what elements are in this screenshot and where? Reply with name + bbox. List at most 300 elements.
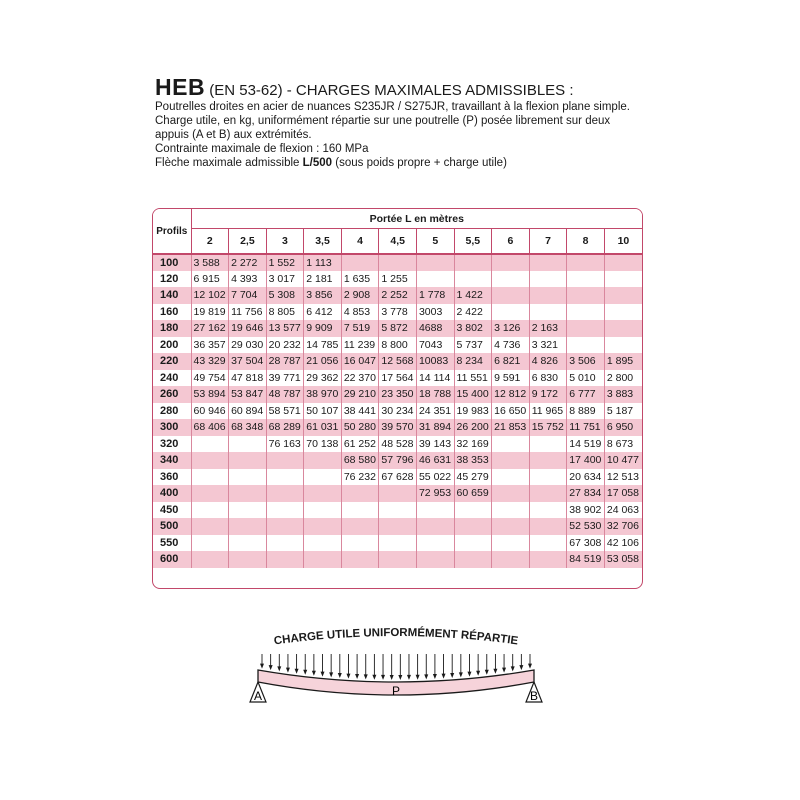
load-value-cell: 68 289 (266, 419, 304, 436)
load-value-cell (266, 469, 304, 486)
load-arrow-head (502, 668, 506, 673)
load-value-cell (229, 436, 267, 453)
load-value-cell: 7043 (416, 337, 454, 354)
load-value-cell (567, 271, 605, 288)
load-value-cell: 42 106 (604, 535, 642, 552)
load-value-cell (529, 271, 567, 288)
load-value-cell (492, 436, 530, 453)
load-value-cell: 20 634 (567, 469, 605, 486)
load-arrow-head (303, 670, 307, 675)
load-value-cell: 12 513 (604, 469, 642, 486)
load-value-cell: 24 351 (416, 403, 454, 420)
load-value-cell (529, 436, 567, 453)
load-value-cell: 3 778 (379, 304, 417, 321)
profile-cell: 120 (153, 271, 191, 288)
load-value-cell: 8 805 (266, 304, 304, 321)
span-header: 3 (266, 229, 304, 255)
table-row (153, 337, 642, 354)
profile-cell: 450 (153, 502, 191, 519)
load-value-cell: 10 477 (604, 452, 642, 469)
load-value-cell: 2 800 (604, 370, 642, 387)
load-value-cell: 4 393 (229, 271, 267, 288)
load-value-cell (191, 551, 229, 568)
load-value-cell: 1 635 (341, 271, 379, 288)
load-value-cell: 7 519 (341, 320, 379, 337)
span-header: 10 (604, 229, 642, 255)
load-arrow-head (295, 669, 299, 674)
load-value-cell (191, 469, 229, 486)
load-value-cell: 68 580 (341, 452, 379, 469)
load-value-cell (191, 518, 229, 535)
table-row (153, 370, 642, 387)
table-row (153, 287, 642, 304)
load-value-cell (567, 320, 605, 337)
load-value-cell: 2 272 (229, 254, 267, 271)
load-value-cell: 27 834 (567, 485, 605, 502)
load-value-cell (492, 518, 530, 535)
load-value-cell: 61 031 (304, 419, 342, 436)
load-value-cell (529, 485, 567, 502)
load-value-cell (191, 436, 229, 453)
load-value-cell: 50 280 (341, 419, 379, 436)
load-value-cell (341, 502, 379, 519)
load-arrow-head (286, 668, 290, 673)
load-arrow-head (364, 674, 368, 679)
load-value-cell (529, 304, 567, 321)
profile-cell: 550 (153, 535, 191, 552)
load-value-cell (492, 287, 530, 304)
table-row (153, 518, 642, 535)
load-value-cell: 4688 (416, 320, 454, 337)
load-value-cell: 14 114 (416, 370, 454, 387)
load-value-cell (266, 551, 304, 568)
table-row (153, 469, 642, 486)
load-value-cell (191, 535, 229, 552)
load-value-cell: 11 965 (529, 403, 567, 420)
load-value-cell: 38 970 (304, 386, 342, 403)
load-value-cell: 9 909 (304, 320, 342, 337)
load-value-cell (229, 452, 267, 469)
load-value-cell: 2 163 (529, 320, 567, 337)
span-header: 8 (567, 229, 605, 255)
table-row (153, 485, 642, 502)
load-value-cell (266, 502, 304, 519)
load-value-cell (454, 551, 492, 568)
load-value-cell: 38 441 (341, 403, 379, 420)
span-header: 6 (492, 229, 530, 255)
load-value-cell: 3 856 (304, 287, 342, 304)
load-arrow-head (260, 664, 264, 669)
profile-cell: 240 (153, 370, 191, 387)
load-value-cell (229, 551, 267, 568)
load-arrow-head (528, 664, 532, 669)
load-value-cell: 22 370 (341, 370, 379, 387)
load-value-cell: 61 252 (341, 436, 379, 453)
load-arrow-head (312, 671, 316, 676)
load-value-cell (492, 535, 530, 552)
load-value-cell (604, 337, 642, 354)
load-value-cell: 49 754 (191, 370, 229, 387)
profile-cell: 280 (153, 403, 191, 420)
load-value-cell: 50 107 (304, 403, 342, 420)
load-value-cell: 60 946 (191, 403, 229, 420)
load-value-cell: 57 796 (379, 452, 417, 469)
description-line-2: Charge utile, en kg, uniformément répartie sur une poutrelle (P) posée librement sur deux (155, 115, 611, 127)
load-value-cell: 1 255 (379, 271, 417, 288)
load-value-cell: 67 628 (379, 469, 417, 486)
load-value-cell (492, 551, 530, 568)
load-value-cell: 48 787 (266, 386, 304, 403)
support-b-label: B (529, 689, 539, 703)
load-arrow-head (459, 672, 463, 677)
profile-cell: 260 (153, 386, 191, 403)
load-value-cell (416, 535, 454, 552)
load-value-cell: 5 010 (567, 370, 605, 387)
table-row (153, 551, 642, 568)
load-value-cell (229, 535, 267, 552)
load-value-cell: 1 778 (416, 287, 454, 304)
load-value-cell: 12 102 (191, 287, 229, 304)
document-header (155, 74, 675, 170)
load-value-cell (229, 469, 267, 486)
load-value-cell (454, 535, 492, 552)
load-value-cell: 53 894 (191, 386, 229, 403)
profile-cell: 400 (153, 485, 191, 502)
load-value-cell: 23 350 (379, 386, 417, 403)
load-arrow-head (398, 675, 402, 680)
load-value-cell (416, 271, 454, 288)
load-value-cell: 5 308 (266, 287, 304, 304)
load-value-cell: 3 506 (567, 353, 605, 370)
load-value-cell: 15 752 (529, 419, 567, 436)
page-title (155, 74, 675, 100)
load-value-cell (492, 254, 530, 271)
profile-cell: 200 (153, 337, 191, 354)
load-value-cell (304, 485, 342, 502)
load-value-cell (379, 551, 417, 568)
load-value-cell: 2 181 (304, 271, 342, 288)
load-value-cell: 6 412 (304, 304, 342, 321)
span-header-row (153, 229, 642, 255)
load-value-cell (229, 485, 267, 502)
load-label (273, 626, 519, 647)
load-value-cell: 38 902 (567, 502, 605, 519)
load-value-cell: 67 308 (567, 535, 605, 552)
profile-cell: 100 (153, 254, 191, 271)
load-value-cell: 43 329 (191, 353, 229, 370)
load-value-cell: 72 953 (416, 485, 454, 502)
load-value-cell (416, 551, 454, 568)
load-value-cell (454, 271, 492, 288)
load-value-cell: 9 591 (492, 370, 530, 387)
load-value-cell (492, 304, 530, 321)
load-value-cell: 11 756 (229, 304, 267, 321)
profile-cell: 220 (153, 353, 191, 370)
table-header-row (153, 209, 642, 229)
load-value-cell: 60 659 (454, 485, 492, 502)
load-arrow-head (329, 672, 333, 677)
load-value-cell (604, 304, 642, 321)
load-arrow-head (338, 673, 342, 678)
load-value-cell: 30 234 (379, 403, 417, 420)
load-value-cell: 16 047 (341, 353, 379, 370)
load-value-cell (492, 452, 530, 469)
table-row (153, 419, 642, 436)
load-value-cell: 3 126 (492, 320, 530, 337)
load-value-cell (529, 452, 567, 469)
load-value-cell: 20 232 (266, 337, 304, 354)
load-value-cell (567, 254, 605, 271)
load-value-cell: 17 400 (567, 452, 605, 469)
load-value-cell: 58 571 (266, 403, 304, 420)
profile-cell: 320 (153, 436, 191, 453)
load-value-cell: 84 519 (567, 551, 605, 568)
load-value-cell: 8 673 (604, 436, 642, 453)
profile-cell: 500 (153, 518, 191, 535)
load-value-cell: 11 239 (341, 337, 379, 354)
load-value-cell (266, 452, 304, 469)
load-value-cell (341, 254, 379, 271)
load-value-cell: 24 063 (604, 502, 642, 519)
load-value-cell (529, 551, 567, 568)
load-arrow-head (321, 672, 325, 677)
load-value-cell: 55 022 (416, 469, 454, 486)
load-value-cell: 31 894 (416, 419, 454, 436)
table-row (153, 386, 642, 403)
load-value-cell (304, 469, 342, 486)
load-value-cell: 6 821 (492, 353, 530, 370)
span-header: 2,5 (229, 229, 267, 255)
load-value-cell: 28 787 (266, 353, 304, 370)
load-arrow-head (493, 669, 497, 674)
load-value-cell: 2 908 (341, 287, 379, 304)
load-value-cell (266, 485, 304, 502)
load-value-cell: 39 771 (266, 370, 304, 387)
load-value-cell (341, 551, 379, 568)
load-value-cell: 14 785 (304, 337, 342, 354)
load-value-cell (304, 535, 342, 552)
beam-label: P (391, 684, 401, 698)
load-value-cell: 13 577 (266, 320, 304, 337)
profile-cell: 340 (153, 452, 191, 469)
load-value-cell: 6 777 (567, 386, 605, 403)
load-table-grid (153, 209, 642, 568)
table-row (153, 254, 642, 271)
table-row (153, 353, 642, 370)
span-header: 7 (529, 229, 567, 255)
load-value-cell (304, 452, 342, 469)
load-arrow-head (372, 675, 376, 680)
load-value-cell: 1 552 (266, 254, 304, 271)
load-value-cell: 4 826 (529, 353, 567, 370)
load-value-cell: 10083 (416, 353, 454, 370)
load-value-cell: 27 162 (191, 320, 229, 337)
load-value-cell (341, 535, 379, 552)
span-header: 4,5 (379, 229, 417, 255)
load-value-cell (529, 287, 567, 304)
table-row (153, 452, 642, 469)
load-value-cell: 1 422 (454, 287, 492, 304)
load-arrow-head (381, 675, 385, 680)
profile-cell: 300 (153, 419, 191, 436)
load-value-cell: 5 187 (604, 403, 642, 420)
load-value-cell: 16 650 (492, 403, 530, 420)
load-value-cell: 18 788 (416, 386, 454, 403)
span-header: 5,5 (454, 229, 492, 255)
description-line-1: Poutrelles droites en acier de nuances S235JR / S275JR, travaillant à la flexion plane simple. (155, 101, 630, 113)
load-value-cell: 32 706 (604, 518, 642, 535)
load-arrow-head (485, 670, 489, 675)
load-value-cell (229, 502, 267, 519)
load-value-cell (416, 518, 454, 535)
load-value-cell: 19 819 (191, 304, 229, 321)
load-value-cell (304, 551, 342, 568)
span-header: 2 (191, 229, 229, 255)
load-value-cell: 3 883 (604, 386, 642, 403)
load-value-cell: 52 530 (567, 518, 605, 535)
load-value-cell: 32 169 (454, 436, 492, 453)
load-value-cell (492, 485, 530, 502)
load-value-cell: 38 353 (454, 452, 492, 469)
load-value-cell: 9 172 (529, 386, 567, 403)
load-value-cell (191, 485, 229, 502)
load-value-cell: 12 812 (492, 386, 530, 403)
load-arrow-head (433, 674, 437, 679)
beam-diagram (236, 624, 556, 724)
span-group-header: Portée L en mètres (191, 209, 642, 229)
load-value-cell: 19 646 (229, 320, 267, 337)
load-value-cell (341, 518, 379, 535)
load-value-cell: 19 983 (454, 403, 492, 420)
load-value-cell (604, 320, 642, 337)
load-value-cell: 70 138 (304, 436, 342, 453)
load-value-cell: 46 631 (416, 452, 454, 469)
span-header: 4 (341, 229, 379, 255)
load-value-cell (604, 287, 642, 304)
load-label-text: CHARGE UTILE UNIFORMÉMENT RÉPARTIE (273, 626, 519, 648)
load-value-cell (416, 502, 454, 519)
load-value-cell: 3003 (416, 304, 454, 321)
load-value-cell (529, 254, 567, 271)
load-value-cell (529, 535, 567, 552)
load-value-cell: 76 163 (266, 436, 304, 453)
load-value-cell: 6 950 (604, 419, 642, 436)
load-value-cell: 21 056 (304, 353, 342, 370)
load-value-cell (604, 254, 642, 271)
load-arrow-head (355, 674, 359, 679)
load-value-cell (529, 518, 567, 535)
table-row (153, 502, 642, 519)
load-value-cell: 11 751 (567, 419, 605, 436)
load-arrow-head (511, 666, 515, 671)
deflection-note: (sous poids propre + charge utile) (332, 157, 507, 169)
load-value-cell: 14 519 (567, 436, 605, 453)
load-value-cell: 2 252 (379, 287, 417, 304)
description-line-5 (155, 156, 675, 170)
load-value-cell: 68 348 (229, 419, 267, 436)
load-value-cell (379, 485, 417, 502)
load-value-cell: 12 568 (379, 353, 417, 370)
load-value-cell (492, 502, 530, 519)
load-arrow-head (390, 675, 394, 680)
load-value-cell (341, 485, 379, 502)
profile-cell: 180 (153, 320, 191, 337)
load-value-cell: 17 058 (604, 485, 642, 502)
load-value-cell: 8 234 (454, 353, 492, 370)
table-row (153, 403, 642, 420)
load-arrow-head (424, 674, 428, 679)
load-value-cell (567, 287, 605, 304)
load-value-cell: 26 200 (454, 419, 492, 436)
load-value-cell: 53 058 (604, 551, 642, 568)
load-value-cell (529, 502, 567, 519)
load-value-cell: 3 321 (529, 337, 567, 354)
load-value-cell: 8 889 (567, 403, 605, 420)
load-value-cell: 45 279 (454, 469, 492, 486)
load-value-cell (379, 535, 417, 552)
load-value-cell: 8 800 (379, 337, 417, 354)
load-value-cell: 5 872 (379, 320, 417, 337)
load-value-cell: 21 853 (492, 419, 530, 436)
load-arrow-head (519, 665, 523, 670)
load-value-cell (379, 518, 417, 535)
load-value-cell: 11 551 (454, 370, 492, 387)
load-value-cell: 76 232 (341, 469, 379, 486)
load-value-cell: 39 143 (416, 436, 454, 453)
load-table (152, 208, 643, 589)
load-value-cell: 60 894 (229, 403, 267, 420)
load-value-cell (492, 271, 530, 288)
load-value-cell: 47 818 (229, 370, 267, 387)
load-value-cell (191, 502, 229, 519)
load-value-cell: 6 830 (529, 370, 567, 387)
load-value-cell (454, 518, 492, 535)
title-profile-name: HEB (155, 74, 206, 100)
description-line-4: Contrainte maximale de flexion : 160 MPa (155, 143, 369, 155)
load-value-cell (454, 254, 492, 271)
load-value-cell: 2 422 (454, 304, 492, 321)
load-value-cell (304, 518, 342, 535)
load-value-cell: 6 915 (191, 271, 229, 288)
load-value-cell (379, 502, 417, 519)
span-header: 3,5 (304, 229, 342, 255)
table-body (153, 254, 642, 568)
load-value-cell: 29 030 (229, 337, 267, 354)
load-value-cell: 68 406 (191, 419, 229, 436)
load-value-cell: 29 362 (304, 370, 342, 387)
deflection-ratio: L/500 (302, 157, 333, 169)
table-row (153, 535, 642, 552)
load-value-cell: 17 564 (379, 370, 417, 387)
description-line-3: appuis (A et B) aux extrémités. (155, 129, 312, 141)
load-value-cell (567, 337, 605, 354)
load-value-cell (266, 535, 304, 552)
load-value-cell: 5 737 (454, 337, 492, 354)
load-arrow-head (346, 674, 350, 679)
load-value-cell: 1 113 (304, 254, 342, 271)
span-header: 5 (416, 229, 454, 255)
load-arrow-head (416, 675, 420, 680)
load-value-cell: 3 588 (191, 254, 229, 271)
profile-cell: 360 (153, 469, 191, 486)
load-value-cell (492, 469, 530, 486)
load-value-cell: 53 847 (229, 386, 267, 403)
load-value-cell (567, 304, 605, 321)
deflection-label: Flèche maximale admissible (155, 157, 303, 169)
load-value-cell: 37 504 (229, 353, 267, 370)
profile-cell: 600 (153, 551, 191, 568)
table-row (153, 271, 642, 288)
